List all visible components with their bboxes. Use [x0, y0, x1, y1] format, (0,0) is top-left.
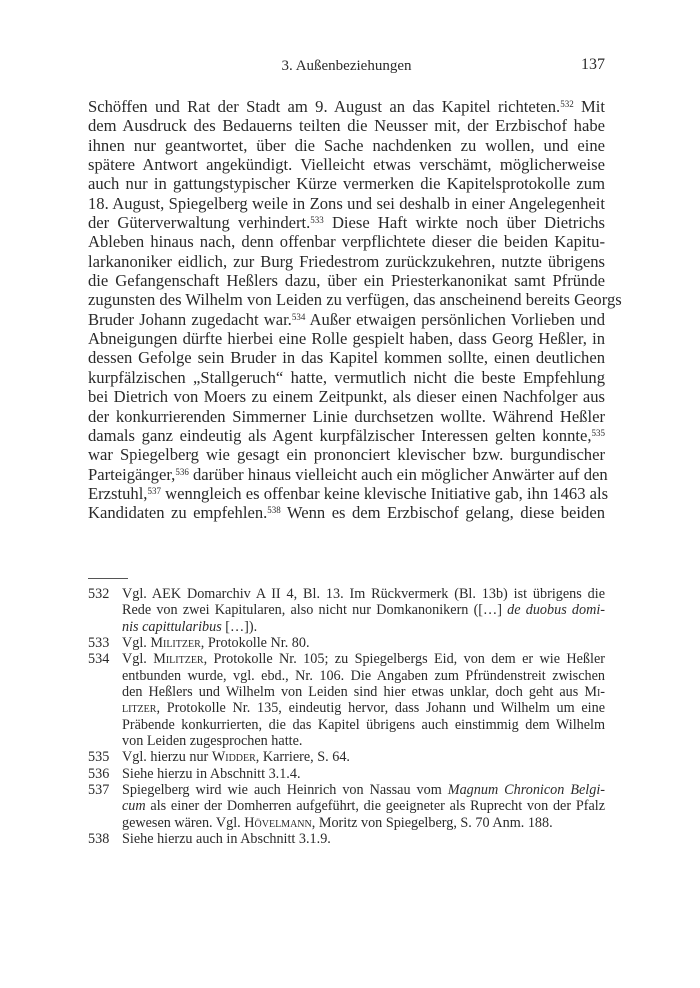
body-text-run: die Gefangenschaft Heßlers dazu, über ein Priesterkanonikat samt Pfründe [88, 271, 605, 291]
footnote-line [122, 700, 605, 716]
italic-title: Magnum Chronicon Belgi- [447, 782, 605, 799]
footnote-text: Vgl. [122, 635, 151, 652]
body-line [88, 503, 605, 522]
body-text-run: Außer etwaigen persönlichen Vorlieben und [305, 309, 605, 329]
body-text-run: bei Dietrich von Moers zu einem Zeitpunkt, als dieser einen Nachfolger aus [88, 387, 605, 407]
body-text-run: larkanoniker eidlich, zur Burg Friedestrom zurückzukehren, nutzte übrigens [88, 251, 605, 271]
footnote-line [122, 619, 605, 635]
footnote-text: Präbende konkurrierten, die das Kapitel übrigens auch einstimmig dem Wilhelm [122, 716, 605, 733]
running-title: 3. Außenbeziehungen [281, 58, 412, 74]
footnote-line [122, 815, 605, 831]
footnote-ref[interactable]: 532 [560, 99, 574, 109]
author-name: Hövelmann [244, 814, 312, 831]
footnote [88, 766, 605, 782]
footnote-number: 535 [88, 749, 110, 766]
footnote-number: 533 [88, 635, 110, 652]
footnotes [88, 586, 605, 848]
footnote-text: Vgl. hierzu nur [122, 749, 212, 766]
author-name: Militzer [150, 635, 201, 652]
body-text-run: der Güterverwaltung verhindert. [88, 213, 311, 233]
body-line [88, 387, 605, 406]
footnote [88, 635, 605, 651]
footnote-text: , Protokolle Nr. 135, eindeutig hervor, dass Johann und Wilhelm um eine [156, 700, 605, 717]
body-line [88, 348, 605, 367]
footnote-line [122, 749, 605, 765]
footnote-text: gewesen wären. Vgl. [122, 814, 245, 831]
body-line [88, 426, 605, 445]
footnote-line [122, 733, 605, 749]
body-text-run: damals ganz eindeutig als Agent kurpfälzischer Interessen gelten konnte, [88, 425, 592, 445]
body-text-run: Mit [573, 97, 606, 116]
footnote-text: Vgl. AEK Domarchiv A II 4, Bl. 13. Im Rückvermerk (Bl. 13b) ist übrigens die [122, 586, 605, 602]
footnote-line [122, 635, 605, 651]
body-text-run: spätere Antwort angekündigt. Vielleicht etwas verschämt, möglicherweise [88, 155, 605, 175]
body-text-run: Kandidaten zu empfehlen. [88, 503, 268, 523]
body-text-run: Abneigungen dürfte hierbei eine Rolle gespielt haben, dass Georg Heßler, in [88, 329, 605, 349]
footnote-number: 534 [88, 651, 110, 668]
footnote-line [122, 651, 605, 667]
footnote-number: 537 [88, 782, 110, 799]
body-text-run: dessen Gefolge sein Bruder in das Kapitel kommen sollte, einen deutlichen [88, 348, 605, 368]
footnote-text: , Karriere, S. 64. [255, 749, 350, 766]
footnote-text: Siehe hierzu in Abschnitt 3.1.4. [122, 765, 301, 782]
body-line [88, 407, 605, 426]
footnote-number: 532 [88, 586, 110, 602]
footnote [88, 831, 605, 847]
body-line [88, 290, 622, 310]
body-text-run: 18. August, Spiegelberg weile in Zons und sei deshalb in einer Angelegenheit [88, 193, 605, 213]
body-text-run: Ableben hinaus nach, denn offenbar verpflichtete dieser die beiden Kapitu- [88, 232, 605, 252]
footnote-line [122, 798, 605, 814]
footnote-line [122, 717, 605, 733]
body-text-run: dem Ausdruck des Bedauerns teilten die Neusser mit, der Erzbischof habe [88, 116, 605, 136]
body-text [88, 97, 622, 523]
body-text-run: Bruder Johann zugedacht war. [88, 309, 292, 329]
body-text-run: Erzstuhl, [88, 483, 148, 503]
body-line [88, 174, 605, 193]
body-line [88, 329, 605, 348]
body-text-run: der konkurrierenden Simmerner Linie durchsetzen wollte. Während Heßler [88, 406, 605, 426]
author-name: Widder [211, 749, 256, 766]
body-text-run: auch nur in gattungstypischer Kürze vermerken die Kapitelsprotokolle zum [88, 174, 605, 194]
page-header [88, 56, 605, 78]
body-line [88, 252, 605, 271]
body-text-run: kurpfälzischen „Stallgeruch“ hatte, vermutlich nicht die beste Empfehlung [88, 367, 605, 387]
author-name: Mi- [584, 684, 605, 701]
body-text-run: zugunsten des Wilhelm von Leiden zu verfügen, das anscheinend bereits Georgs [88, 290, 622, 310]
footnote [88, 651, 605, 749]
footnote-text: von Leiden zugesprochen hatte. [122, 733, 303, 750]
footnote-ref[interactable]: 538 [267, 505, 281, 516]
body-line [88, 483, 609, 503]
body-text-run: Parteigänger, [88, 464, 176, 484]
footnote-ref[interactable]: 535 [591, 427, 605, 438]
author-name: litzer [122, 700, 157, 717]
body-line [88, 464, 608, 484]
body-line [88, 136, 605, 155]
footnote-text: […]). [221, 618, 258, 635]
body-text-run: Wenn es dem Erzbischof gelang, diese beiden [280, 503, 605, 523]
body-line [88, 445, 605, 464]
footnote-text: Vgl. [122, 651, 154, 668]
body-line [88, 194, 605, 213]
footnote-text: den Heßlers und Wilhelm von Leiden sind hier etwas unklar, doch geht aus [122, 684, 585, 701]
body-line [88, 368, 605, 387]
body-text-run: ihnen nur geantwortet, über die Sache nachdenken zu wollen, und eine [88, 135, 605, 155]
footnote-text: , Protokolle Nr. 80. [200, 635, 310, 652]
body-line [88, 232, 605, 251]
footnote-line [122, 831, 605, 847]
italic-title: nis capittularibus [122, 618, 222, 635]
page-number: 137 [581, 56, 605, 73]
footnote-text: , Moritz von Spiegelberg, S. 70 Anm. 188. [311, 814, 553, 831]
footnote-separator [88, 578, 128, 579]
body-text-run: darüber hinaus vielleicht auch ein möglicher Anwärter auf den [188, 464, 608, 484]
footnote-text: entbunden wurde, vgl. ebd., Nr. 106. Die Angaben zum Pfründenstreit zwischen [122, 667, 605, 684]
footnote-ref[interactable]: 537 [147, 485, 161, 496]
author-name: Militzer [153, 651, 204, 668]
footnote-ref[interactable]: 534 [291, 311, 306, 322]
body-line [88, 310, 605, 329]
body-text-run: war Spiegelberg wie gesagt ein prononciert klevischer bzw. burgundischer [88, 445, 605, 465]
footnote-line [122, 586, 605, 602]
footnote-ref[interactable]: 533 [310, 215, 324, 226]
footnote-line [122, 684, 605, 700]
footnote-number: 538 [88, 831, 110, 848]
italic-title: de duobus domi- [507, 602, 606, 619]
footnote [88, 586, 605, 635]
footnote [88, 749, 605, 765]
italic-title: cum [122, 798, 146, 815]
footnote-text: Rede von zwei Kapitularen, also nicht nur Domkanonikern ([…] [122, 602, 508, 619]
footnote-ref[interactable]: 536 [175, 466, 189, 477]
footnote-line [122, 602, 605, 618]
footnote-text: Siehe hierzu auch in Abschnitt 3.1.9. [122, 831, 331, 848]
body-text-run: Diese Haft wirkte noch über Dietrichs [323, 213, 605, 233]
footnote-line [122, 766, 605, 782]
body-text-run: wenngleich es offenbar keine klevische Initiative gab, ihn 1463 als [160, 483, 609, 503]
footnote-number: 536 [88, 765, 110, 782]
footnote [88, 782, 605, 831]
body-line [88, 213, 605, 232]
body-text-run: Schöffen und Rat der Stadt am 9. August an das Kapitel richteten. [88, 97, 561, 116]
body-line [88, 271, 605, 290]
footnote-line [122, 782, 605, 798]
body-line [88, 155, 605, 174]
footnote-line [122, 668, 605, 684]
footnote-text: Spiegelberg wird wie auch Heinrich von Nassau vom [122, 782, 448, 799]
body-line [88, 97, 605, 116]
footnote-text: als einer der Domherren aufgeführt, die geeigneter als Ruprecht von der Pfalz [145, 798, 605, 815]
body-line [88, 116, 605, 135]
footnote-text: , Protokolle Nr. 105; zu Spiegelbergs Eid, von dem er wie Heßler [203, 651, 605, 668]
